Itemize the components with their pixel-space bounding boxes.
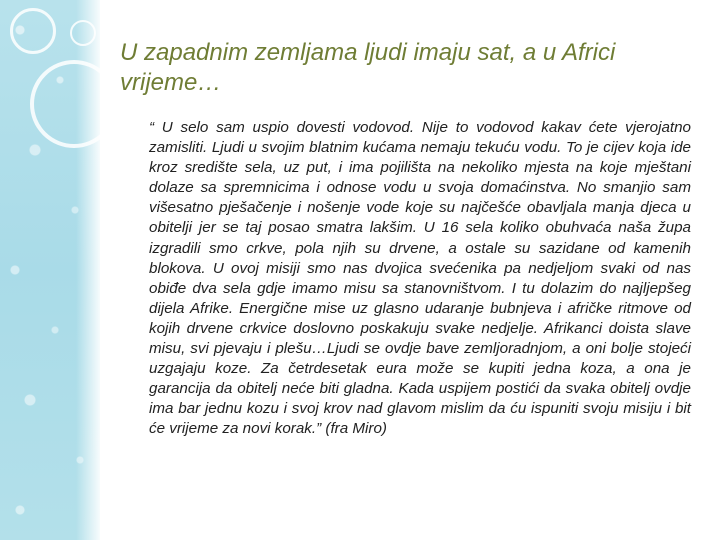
decorative-ring [70,20,96,46]
decorative-side-strip [0,0,100,540]
slide-title: U zapadnim zemljama ljudi imaju sat, a u Africi vrijeme… [120,39,616,96]
decorative-ring [10,8,56,54]
slide-body-text: “ U selo sam uspio dovesti vodovod. Nije to vodovod kakav ćete vjerojatno zamisliti. Ljudi u svojim blatnim kućama nemaju tekuću vodu. To je cijev koja ide kroz središte sela, uz put, i ima pojilišta na nekoliko mjesta na koje mještani dolaze sa spremnicima i odnose vodu u svoja domaćinstva. No smanjio sam višesatno pješačenje i nošenje vode koje su najčešće obavljala manja djeca u obitelji jer se taj posao smatra lakšim. U 16 sela koliko obuhvaća naša župa izgradili smo crkve, pola njih su drvene, a ostale su sazidane od kamenih blokova. U ovoj misiji smo nas dvojica svećenika pa nedjeljom svaki od nas obiđe dva sela gdje imamo misu sa stanovništvom. I tu dolazim do najljepšeg dijela Afrike. Energične mise uz glasno udaranje bubnjeva i afričke ritmove od kojih drvene crkvice doslovno poskakuju svake nedjelje. Afrikanci doista slave misu, svi pjevaju i plešu…Ljudi se ovdje bave zemljoradnjom, a oni bolje stojeći uzgajaju koze. Za četrdesetak eura može se kupiti jedna koza, a ona je garancija da obitelj neće biti gladna. Kada uspijem postići da svaka obitelj ovdje ima bar jednu kozu i svoj krov nad glavom mislim da ću ispuniti svoju misiju i bit će vrijeme za novi korak.” (fra Miro) [149,119,691,438]
slide [100,0,720,540]
